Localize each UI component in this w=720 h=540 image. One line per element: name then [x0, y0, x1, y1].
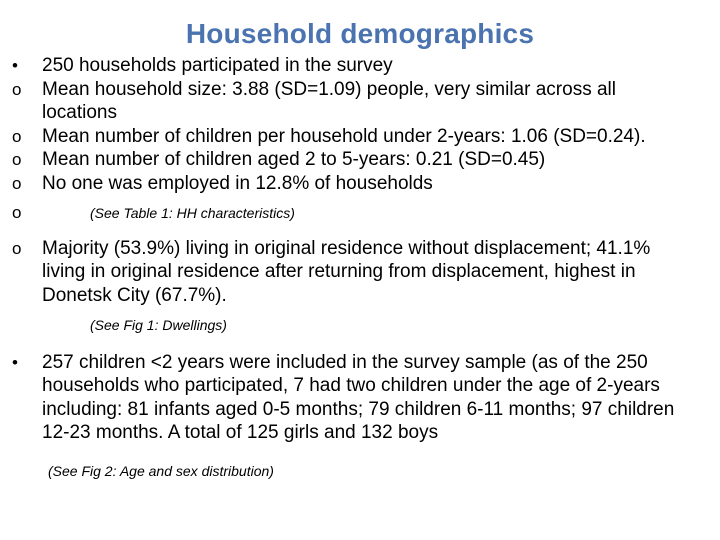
item-text: 257 children <2 years were included in the survey sample (as of the 250 households who participated, 7 had two children under the age of 2-years including: 81 infants aged 0-5 months; 79 children 6-11 months; 97 children 12-23 months. A total of 125 girls and 132 boys: [42, 351, 675, 443]
item-text: Majority (53.9%) living in original residence without displacement; 41.1% living in original residence after returning from displacement, highest in Donetsk City (67.7%).: [42, 237, 651, 306]
bullet-marker: •: [12, 56, 18, 75]
bullet-marker: o: [12, 126, 22, 146]
list-item: [0, 78, 720, 125]
list-item: [0, 237, 720, 308]
list-item: [0, 201, 720, 225]
bullet-list: [0, 54, 720, 482]
figure-reference-note: (See Fig 2: Age and sex distribution): [48, 462, 274, 479]
bullet-marker: o: [12, 238, 22, 258]
list-item: [0, 148, 720, 172]
figure-reference-note: (See Fig 1: Dwellings): [90, 317, 227, 333]
bullet-marker: o: [12, 79, 22, 99]
list-item: [0, 313, 720, 337]
bullet-marker: o: [12, 150, 22, 169]
list-item: [0, 125, 720, 149]
bullet-marker: o: [12, 173, 22, 193]
item-text: Mean household size: 3.88 (SD=1.09) people, very similar across all locations: [42, 78, 616, 123]
slide-title: Household demographics: [185, 18, 535, 49]
list-item: [0, 54, 720, 78]
list-item: [0, 172, 720, 196]
item-text: 250 households participated in the survey: [42, 55, 393, 76]
item-text: Mean number of children per household under 2-years: 1.06 (SD=0.24).: [42, 125, 646, 147]
list-item: [0, 351, 720, 445]
item-text: Mean number of children aged 2 to 5-years: 0.21 (SD=0.45): [42, 149, 546, 170]
bullet-marker: o: [12, 203, 22, 222]
bullet-marker: •: [12, 352, 18, 372]
list-item: [0, 459, 720, 483]
table-reference-note: (See Table 1: HH characteristics): [90, 205, 295, 221]
item-text: No one was employed in 12.8% of households: [42, 172, 433, 194]
